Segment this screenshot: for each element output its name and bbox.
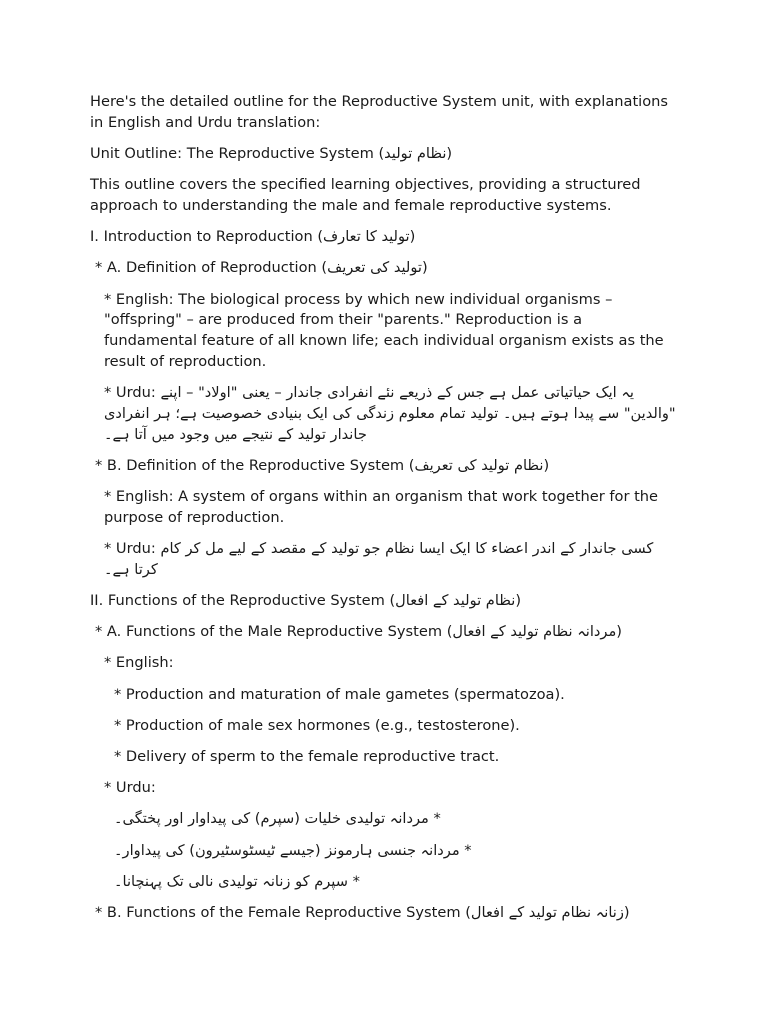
subsection-female-functions: * B. Functions of the Female Reproductive System (زنانہ نظام تولید کے افعال): [95, 903, 630, 921]
male-function-item-urdu: * مردانہ تولیدی خلیات (سپرم) کی پیداوار اور پختگی۔: [114, 810, 441, 828]
english-label-male: * English:: [104, 654, 174, 672]
english-definition-reproduction: * English: The biological process by which new individual organisms – "offspring" – are produced from their "parents." Reproduction is a fundamental feature of all known life; each individual organism exists as the result of reproduction.: [104, 290, 669, 370]
urdu-definition-reproductive-system: * Urdu: کسی جاندار کے اندر اعضاء کا ایک ایسا نظام جو تولید کے مقصد کے لیے مل کر کام کرتا ہے۔: [104, 540, 658, 578]
male-function-item-urdu: * مردانہ جنسی ہارمونز (جیسے ٹیسٹوسٹیرون) کی پیداوار۔: [114, 841, 472, 859]
subsection-definition-of-reproductive-system: * B. Definition of the Reproductive System (نظام تولید کی تعریف): [95, 456, 550, 474]
subsection-definition-of-reproduction: * A. Definition of Reproduction (تولید کی تعریف): [95, 259, 428, 277]
urdu-label-male: * Urdu:: [104, 779, 156, 797]
male-function-item-urdu: * سپرم کو زنانہ تولیدی نالی تک پہنچانا۔: [114, 872, 360, 890]
male-function-item: * Production and maturation of male gametes (spermatozoa).: [114, 685, 565, 703]
unit-outline-title: Unit Outline: The Reproductive System (نظام تولید): [90, 144, 453, 162]
male-function-item: * Delivery of sperm to the female reproductive tract.: [114, 747, 500, 765]
section-heading-functions: II. Functions of the Reproductive System (نظام تولید کے افعال): [90, 592, 522, 610]
outline-description: This outline covers the specified learning objectives, providing a structured approach to understanding the male and female reproductive systems.: [90, 176, 646, 214]
subsection-male-functions: * A. Functions of the Male Reproductive System (مردانہ نظام تولید کے افعال): [95, 623, 622, 641]
section-heading-introduction: I. Introduction to Reproduction (تولید کا تعارف): [90, 228, 416, 246]
urdu-definition-reproduction: * Urdu: یہ ایک حیاتیاتی عمل ہے جس کے ذریعے نئے انفرادی جاندار – یعنی "اولاد" – اپنے "والدین" سے پیدا ہوتے ہیں۔ تولید تمام معلوم زندگی کی ایک بنیادی خصوصیت ہے؛ ہر انفرادی جاندار تولید کے نتیجے میں وجود میں آتا ہے۔: [104, 384, 681, 443]
english-definition-reproductive-system: * English: A system of organs within an organism that work together for the purpose of reproduction.: [104, 488, 663, 526]
male-function-item: * Production of male sex hormones (e.g., testosterone).: [114, 716, 520, 734]
intro-paragraph: Here's the detailed outline for the Reproductive System unit, with explanations in English and Urdu translation:: [90, 93, 673, 131]
